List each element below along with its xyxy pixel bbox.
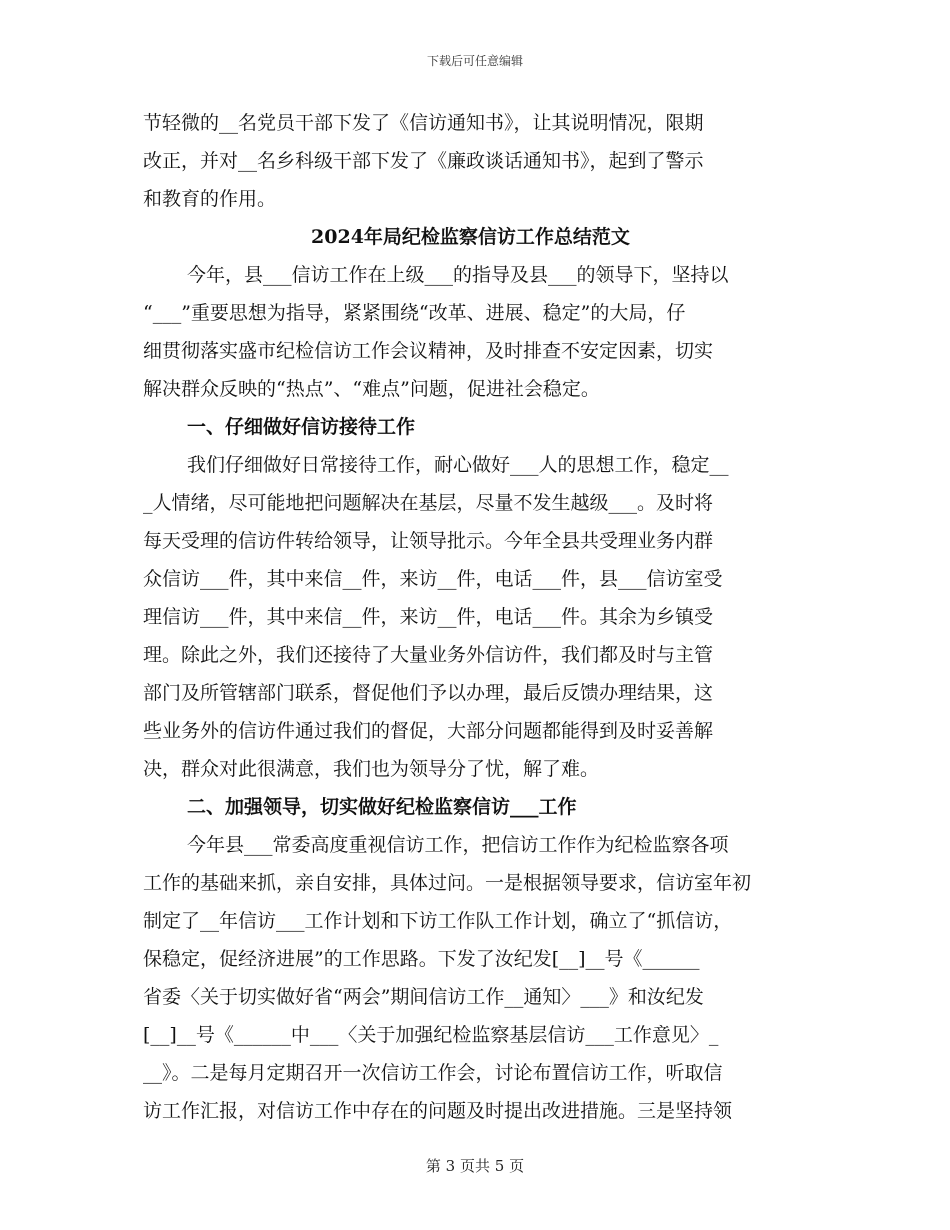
text-line: 众信访___件，其中来信__件，来访__件，电话___件，县___信访室受 [143, 568, 723, 590]
text-line: 每天受理的信访件转给领导，让领导批示。今年全县共受理业务内群 [143, 530, 714, 552]
text-line: 我们仔细做好日常接待工作，耐心做好___人的思想工作，稳定__ [187, 454, 729, 476]
text-line: 改正，并对__名乡科级干部下发了《廉政谈话通知书》，起到了警示 [143, 150, 704, 172]
text-line: 节轻微的__名党员干部下发了《信访通知书》，让其说明情况，限期 [143, 112, 704, 134]
text-line: 细贯彻落实盛市纪检信访工作会议精神，及时排查不安定因素，切实 [143, 340, 714, 362]
page-footer: 第 3 页共 5 页 [425, 1157, 525, 1175]
section-heading: 一、仔细做好信访接待工作 [187, 416, 416, 438]
text-line: 工作的基础来抓，亲自安排，具体过问。一是根据领导要求，信访室年初 [143, 872, 752, 894]
document-title: 2024年局纪检监察信访工作总结范文 [311, 226, 630, 248]
text-line: 今年，县___信访工作在上级___的指导及县___的领导下，坚持以 [187, 264, 729, 286]
text-line: 解决群众反映的“热点”、“难点”问题，促进社会稳定。 [143, 378, 600, 400]
text-line: 今年县___常委高度重视信访工作，把信访工作作为纪检监察各项 [187, 834, 729, 856]
text-line: 制定了__年信访___工作计划和下访工作队工作计划，确立了“抓信访， [143, 910, 733, 932]
text-line: 决，群众对此很满意，我们也为领导分了忧，解了难。 [143, 758, 600, 780]
text-line: 部门及所管辖部门联系，督促他们予以办理，最后反馈办理结果，这 [143, 682, 714, 704]
text-line: 访工作汇报，对信访工作中存在的问题及时提出改进措施。三是坚持领 [143, 1100, 733, 1122]
page-header: 下载后可任意编辑 [426, 54, 523, 68]
text-line: 理信访___件，其中来信__件，来访__件，电话___件。其余为乡镇受 [143, 606, 714, 628]
document-body [143, 104, 798, 1130]
text-line: _人情绪，尽可能地把问题解决在基层，尽量不发生越级___。及时将 [143, 492, 714, 514]
section-heading: 二、加强领导，切实做好纪检监察信访___工作 [187, 796, 577, 818]
text-line: 省委〈关于切实做好省“两会”期间信访工作__通知〉___》和汝纪发 [143, 986, 704, 1008]
text-line: 保稳定，促经济进展”的工作思路。下发了汝纪发[__]__号《______ [143, 948, 700, 970]
text-line: __》。二是每月定期召开一次信访工作会，讨论布置信访工作，听取信 [143, 1062, 723, 1084]
text-line: 理。除此之外，我们还接待了大量业务外信访件，我们都及时与主管 [143, 644, 714, 666]
text-line: [__]__号《______中___〈关于加强纪检监察基层信访___工作意见〉_ [143, 1024, 719, 1046]
text-line: 和教育的作用。 [143, 188, 277, 210]
text-line: 些业务外的信访件通过我们的督促，大部分问题都能得到及时妥善解 [143, 720, 714, 742]
text-line: “___”重要思想为指导，紧紧围绕“改革、进展、稳定”的大局，仔 [143, 302, 686, 324]
